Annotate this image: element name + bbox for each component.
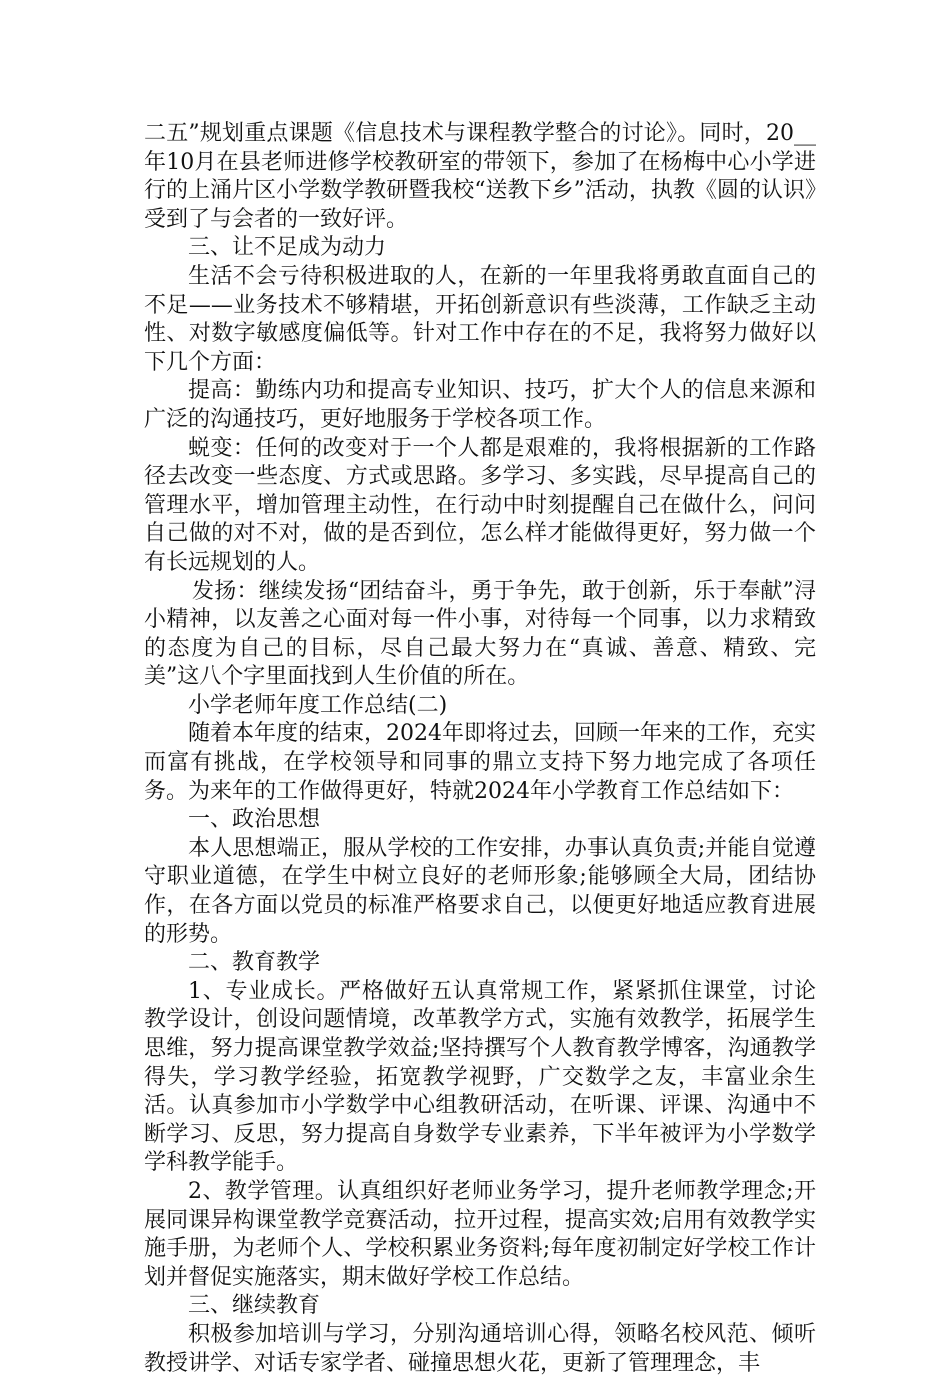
paragraph-shortcomings: 生活不会亏待积极进取的人，在新的一年里我将勇敢直面自己的不足——业务技术不够精堪，开拓创新意识有些淡薄，工作缺乏主动性、对数字敏感度偏低等。针对工作中存在的不足，我将努力做好以下几个方面： xyxy=(144,263,816,375)
paragraph-professional-growth: 1、专业成长。严格做好五认真常规工作，紧紧抓住课堂，讨论教学设计，创设问题情境，改革教学方式，实施有效教学，拓展学生思维，努力提高课堂教学效益;坚持撰写个人教育教学博客，沟通教学得失，学习教学经验，拓宽教学视野，广交数学之友，丰富业余生活。认真参加市小学数学中心组教研活动，在听课、评课、沟通中不断学习、反思，努力提高自身数学专业素养，下半年被评为小学数学学科教学能手。 xyxy=(144,978,816,1176)
section-heading-teaching: 二、教育教学 xyxy=(188,950,321,976)
paragraph-politics: 本人思想端正，服从学校的工作安排，办事认真负责;并能自觉遵守职业道德，在学生中树立良好的老师形象;能够顾全大局，团结协作，在各方面以党员的标准严格要求自己，以便更好地适应教育进展的形势。 xyxy=(144,835,816,947)
paragraph-intro-2024: 随着本年度的结束，2024年即将过去，回顾一年来的工作，充实而富有挑战，在学校领导和同事的鼎立支持下努力地完成了各项任务。为来年的工作做得更好，特就2024年小学教育工作总结如下： xyxy=(144,721,816,804)
paragraph-teaching-management: 2、教学管理。认真组织好老师业务学习，提升老师教学理念;开展同课异构课堂教学竞赛活动，拉开过程，提高实效;启用有效教学实施手册，为老师个人、学校积累业务资料;每年度初制定好学校工作计划并督促实施落实，期末做好学校工作总结。 xyxy=(144,1178,816,1290)
paragraph-continued: 二五”规划重点课题《信息技术与课程教学整合的讨论》。同时，20__年10月在县老师进修学校教研室的带领下，参加了在杨梅中心小学进行的上涌片区小学数学教研暨我校“送教下乡”活动，执教《圆的认识》受到了与会者的一致好评。 xyxy=(144,121,816,232)
paragraph-training: 积极参加培训与学习，分别沟通培训心得，领略名校风范、倾听教授讲学、对话专家学者、碰撞思想火花，更新了管理理念，丰 xyxy=(144,1321,816,1376)
section-heading-continuing-education: 三、继续教育 xyxy=(188,1293,321,1319)
paragraph-improve: 提高：勤练内功和提高专业知识、技巧，扩大个人的信息来源和广泛的沟通技巧，更好地服务于学校各项工作。 xyxy=(144,378,816,432)
section-heading-motivation: 三、让不足成为动力 xyxy=(188,235,387,261)
section-heading-politics: 一、政治思想 xyxy=(188,807,321,833)
section-title-summary-two: 小学老师年度工作总结(二) xyxy=(188,692,448,718)
paragraph-transform: 蜕变：任何的改变对于一个人都是艰难的，我将根据新的工作路径去改变一些态度、方式或思路。多学习、多实践，尽早提高自己的管理水平，增加管理主动性，在行动中时刻提醒自己在做什么，问问自己做的对不对，做的是否到位，怎么样才能做得更好，努力做一个有长远规划的人。 xyxy=(144,435,816,575)
paragraph-carry-forward: 发扬：继续发扬“团结奋斗，勇于争先，敢于创新，乐于奉献”浔小精神，以友善之心面对每一件小事，对待每一个同事，以力求精致的态度为自己的目标，尽自己最大努力在“真诚、善意、精致、完美”这八个字里面找到人生价值的所在。 xyxy=(144,578,816,690)
document-page xyxy=(144,120,816,1378)
